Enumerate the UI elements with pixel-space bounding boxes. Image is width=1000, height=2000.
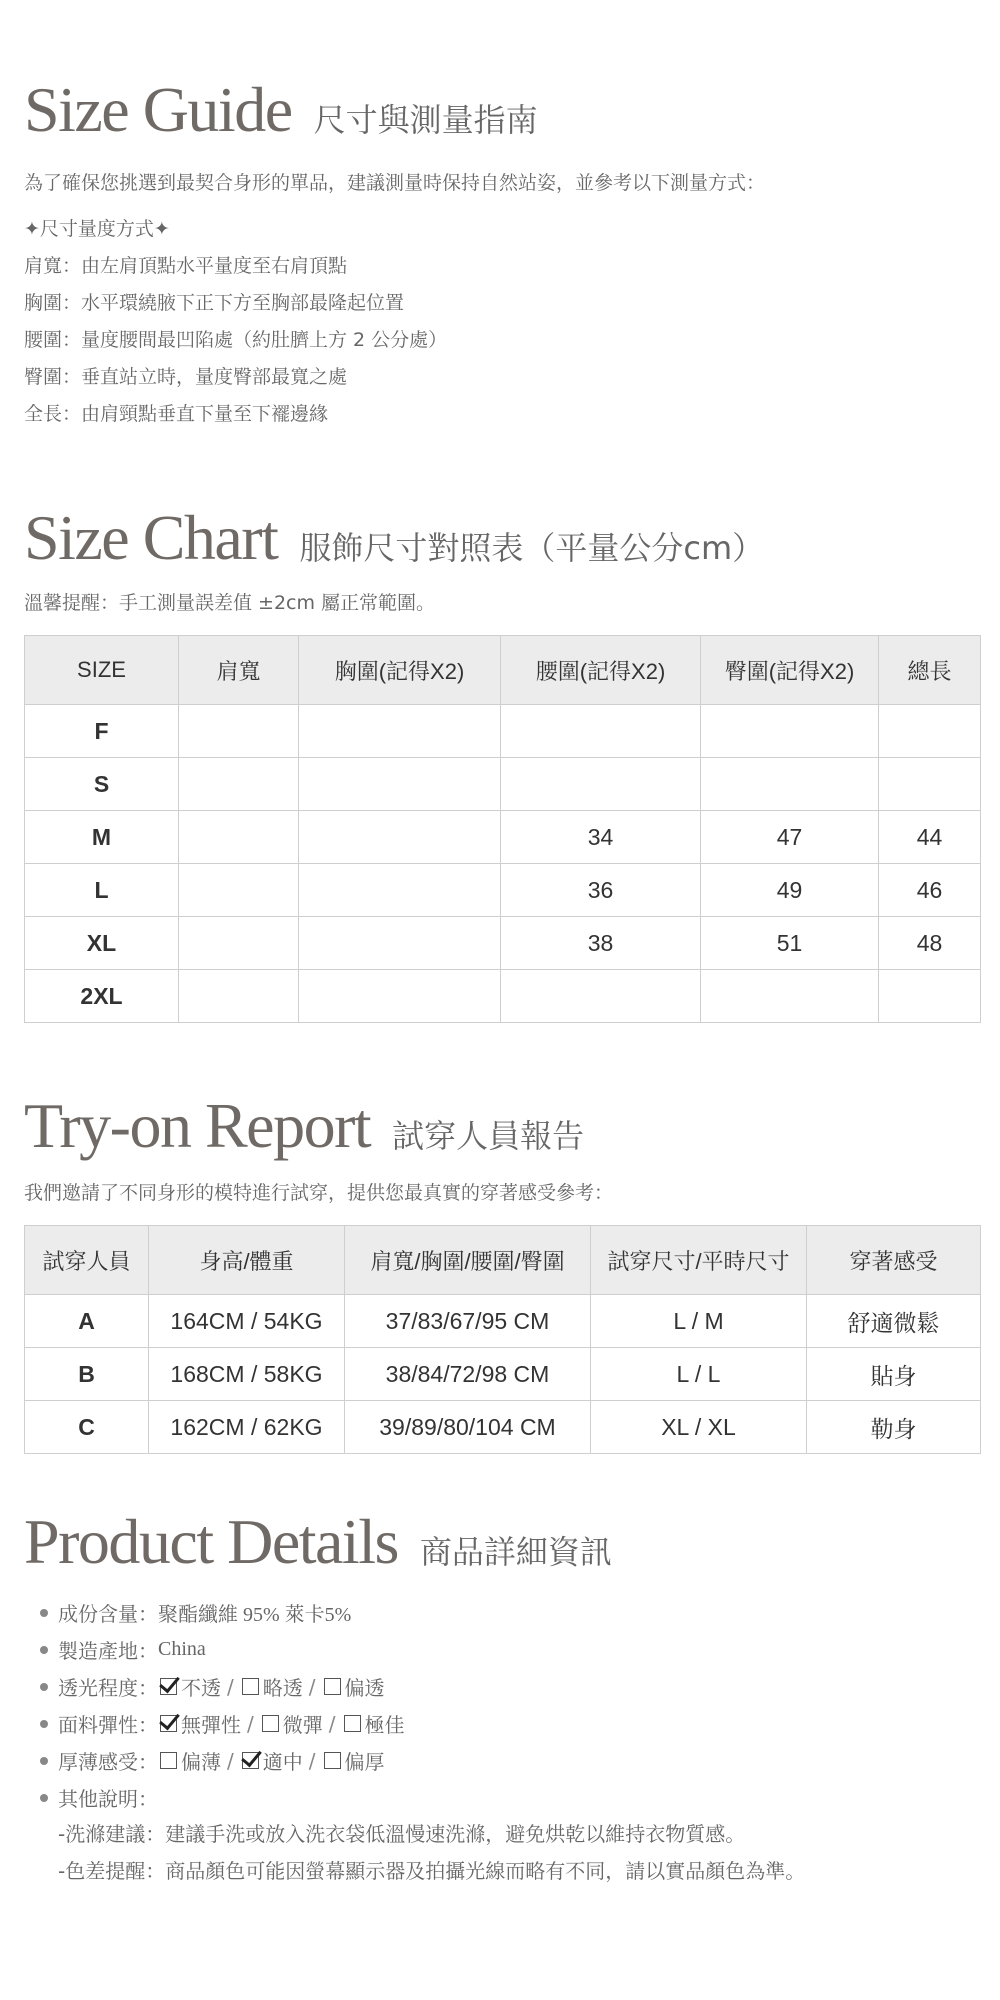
sheer-option: 略透 bbox=[262, 1676, 303, 1700]
details-list bbox=[24, 1594, 976, 1816]
cell: 34 bbox=[501, 811, 701, 864]
cell bbox=[299, 970, 501, 1023]
cell bbox=[179, 864, 299, 917]
cell-model: A bbox=[25, 1295, 149, 1348]
col-model: 試穿人員 bbox=[25, 1226, 149, 1295]
cell: 貼身 bbox=[807, 1348, 981, 1401]
cell bbox=[299, 864, 501, 917]
measure-shoulder: 肩寬：由左肩頂點水平量度至右肩頂點 bbox=[24, 255, 348, 277]
size-chart-table bbox=[24, 635, 981, 1023]
cell bbox=[501, 705, 701, 758]
size-chart-subtitle: 服飾尺寸對照表（平量公分cm） bbox=[299, 529, 765, 567]
checkbox-empty-icon bbox=[160, 1752, 177, 1769]
sheer-label: 透光程度： bbox=[58, 1676, 158, 1700]
bullet-icon bbox=[40, 1720, 48, 1728]
bullet-icon bbox=[40, 1683, 48, 1691]
other-label: 其他說明： bbox=[58, 1787, 158, 1811]
cell: XL / XL bbox=[591, 1401, 807, 1454]
thickness-option: 偏薄 bbox=[181, 1750, 221, 1774]
cell bbox=[701, 758, 879, 811]
cell-model: C bbox=[25, 1401, 149, 1454]
table-row bbox=[25, 1401, 981, 1454]
sheer-option: 不透 bbox=[181, 1676, 221, 1700]
cell-size: S bbox=[25, 758, 179, 811]
size-chart-section bbox=[24, 502, 976, 1023]
table-row bbox=[25, 758, 981, 811]
size-chart-heading bbox=[24, 502, 976, 573]
cell: 162CM / 62KG bbox=[149, 1401, 345, 1454]
col-shoulder: 肩寬 bbox=[179, 636, 299, 705]
divider: / bbox=[227, 1748, 234, 1773]
cell-size: 2XL bbox=[25, 970, 179, 1023]
cell bbox=[179, 705, 299, 758]
cell bbox=[299, 917, 501, 970]
size-chart-note: 溫馨提醒：手工測量誤差值 ±2cm 屬正常範圍。 bbox=[24, 592, 436, 614]
origin-value: China bbox=[158, 1638, 206, 1660]
cell bbox=[501, 758, 701, 811]
bullet-icon bbox=[40, 1646, 48, 1654]
col-chest: 胸圍(記得X2) bbox=[299, 636, 501, 705]
checkbox-empty-icon bbox=[324, 1678, 341, 1695]
tryon-intro: 我們邀請了不同身形的模特進行試穿，提供您最真實的穿著感受參考： bbox=[24, 1182, 614, 1204]
tryon-heading bbox=[24, 1090, 976, 1161]
cell: 168CM / 58KG bbox=[149, 1348, 345, 1401]
cell: 44 bbox=[879, 811, 981, 864]
cell bbox=[179, 917, 299, 970]
list-item-composition bbox=[24, 1594, 976, 1631]
cell bbox=[179, 970, 299, 1023]
cell: 39/89/80/104 CM bbox=[345, 1401, 591, 1454]
cell: 38/84/72/98 CM bbox=[345, 1348, 591, 1401]
list-item-stretch bbox=[24, 1705, 976, 1742]
stretch-option: 極佳 bbox=[364, 1713, 405, 1737]
cell-model: B bbox=[25, 1348, 149, 1401]
cell bbox=[879, 758, 981, 811]
stretch-label: 面料彈性： bbox=[58, 1713, 158, 1737]
table-row bbox=[25, 917, 981, 970]
table-row bbox=[25, 1295, 981, 1348]
checkbox-checked-icon bbox=[160, 1678, 177, 1695]
table-row bbox=[25, 1348, 981, 1401]
cell bbox=[179, 758, 299, 811]
divider: / bbox=[308, 1674, 316, 1699]
thickness-option: 適中 bbox=[262, 1750, 303, 1774]
cell-size: L bbox=[25, 864, 179, 917]
cell: L / M bbox=[591, 1295, 807, 1348]
measure-length: 全長：由肩頸點垂直下量至下襬邊緣 bbox=[24, 403, 329, 425]
bullet-icon bbox=[40, 1794, 48, 1802]
checkbox-checked-icon bbox=[160, 1715, 177, 1732]
bullet-icon bbox=[40, 1757, 48, 1765]
composition-value: 聚酯纖維 95% 萊卡5% bbox=[158, 1604, 352, 1626]
details-section bbox=[24, 1506, 976, 1890]
cell: 舒適微鬆 bbox=[807, 1295, 981, 1348]
col-measurements: 肩寬/胸圍/腰圍/臀圍 bbox=[345, 1226, 591, 1295]
size-guide-heading bbox=[24, 74, 976, 145]
composition-label: 成份含量： bbox=[58, 1602, 158, 1626]
size-guide-title: Size Guide bbox=[24, 74, 292, 145]
cell: 37/83/67/95 CM bbox=[345, 1295, 591, 1348]
sheer-option: 偏透 bbox=[344, 1676, 385, 1700]
table-row bbox=[25, 864, 981, 917]
cell bbox=[879, 970, 981, 1023]
col-size: SIZE bbox=[25, 636, 179, 705]
col-fit-size: 試穿尺寸/平時尺寸 bbox=[591, 1226, 807, 1295]
table-row bbox=[25, 970, 981, 1023]
size-guide-subtitle: 尺寸與測量指南 bbox=[313, 101, 538, 139]
col-waist: 腰圍(記得X2) bbox=[501, 636, 701, 705]
checkbox-empty-icon bbox=[242, 1678, 259, 1695]
checkbox-checked-icon bbox=[242, 1752, 259, 1769]
stretch-option: 無彈性 bbox=[181, 1713, 241, 1737]
measure-chest: 胸圍：水平環繞腋下正下方至胸部最隆起位置 bbox=[24, 292, 405, 314]
divider: / bbox=[328, 1711, 336, 1736]
details-heading bbox=[24, 1506, 976, 1577]
divider: / bbox=[247, 1711, 254, 1736]
table-row bbox=[25, 811, 981, 864]
measure-list bbox=[24, 211, 976, 433]
col-feeling: 穿著感受 bbox=[807, 1226, 981, 1295]
checkbox-empty-icon bbox=[262, 1715, 279, 1732]
col-hip: 臀圍(記得X2) bbox=[701, 636, 879, 705]
measure-heading: ✦尺寸量度方式✦ bbox=[24, 218, 170, 240]
cell: 46 bbox=[879, 864, 981, 917]
tryon-title: Try-on Report bbox=[24, 1090, 371, 1161]
cell bbox=[501, 970, 701, 1023]
divider: / bbox=[308, 1748, 316, 1773]
cell: 164CM / 54KG bbox=[149, 1295, 345, 1348]
tryon-table bbox=[24, 1225, 981, 1454]
cell bbox=[299, 705, 501, 758]
details-title: Product Details bbox=[24, 1506, 398, 1577]
cell: 48 bbox=[879, 917, 981, 970]
checkbox-empty-icon bbox=[324, 1752, 341, 1769]
cell: 勒身 bbox=[807, 1401, 981, 1454]
list-item-origin bbox=[24, 1631, 976, 1668]
stretch-option: 微彈 bbox=[282, 1713, 323, 1737]
origin-label: 製造產地： bbox=[58, 1639, 158, 1663]
cell: 36 bbox=[501, 864, 701, 917]
cell: L / L bbox=[591, 1348, 807, 1401]
col-height-weight: 身高/體重 bbox=[149, 1226, 345, 1295]
cell bbox=[701, 970, 879, 1023]
table-header-row bbox=[25, 1226, 981, 1295]
cell bbox=[879, 705, 981, 758]
thickness-label: 厚薄感受： bbox=[58, 1750, 158, 1774]
cell: 51 bbox=[701, 917, 879, 970]
tryon-section bbox=[24, 1090, 976, 1454]
cell: 47 bbox=[701, 811, 879, 864]
col-length: 總長 bbox=[879, 636, 981, 705]
bullet-icon bbox=[40, 1609, 48, 1617]
measure-hip: 臀圍：垂直站立時，量度臀部最寬之處 bbox=[24, 366, 348, 388]
cell bbox=[179, 811, 299, 864]
cell-size: XL bbox=[25, 917, 179, 970]
size-guide-intro: 為了確保您挑選到最契合身形的單品，建議測量時保持自然站姿，並參考以下測量方式： bbox=[24, 172, 766, 194]
divider: / bbox=[227, 1674, 234, 1699]
cell bbox=[299, 811, 501, 864]
table-row bbox=[25, 705, 981, 758]
cell bbox=[299, 758, 501, 811]
size-guide-section bbox=[24, 74, 976, 433]
cell bbox=[701, 705, 879, 758]
list-item-sheerness bbox=[24, 1668, 976, 1705]
list-item-thickness bbox=[24, 1742, 976, 1779]
tryon-subtitle: 試穿人員報告 bbox=[392, 1117, 585, 1155]
cell: 49 bbox=[701, 864, 879, 917]
color-note: -色差提醒：商品顏色可能因螢幕顯示器及拍攝光線而略有不同，請以實品顏色為準。 bbox=[58, 1859, 806, 1883]
checkbox-empty-icon bbox=[344, 1715, 361, 1732]
size-chart-title: Size Chart bbox=[24, 502, 278, 573]
details-subtitle: 商品詳細資訊 bbox=[419, 1533, 612, 1571]
thickness-option: 偏厚 bbox=[344, 1750, 385, 1774]
cell: 38 bbox=[501, 917, 701, 970]
cell-size: M bbox=[25, 811, 179, 864]
measure-waist: 腰圍：量度腰間最凹陷處（約肚臍上方 2 公分處） bbox=[24, 329, 448, 351]
list-item-other bbox=[24, 1779, 976, 1816]
cell-size: F bbox=[25, 705, 179, 758]
wash-note: -洗滌建議：建議手洗或放入洗衣袋低溫慢速洗滌，避免烘乾以維持衣物質感。 bbox=[58, 1822, 746, 1846]
table-header-row bbox=[25, 636, 981, 705]
